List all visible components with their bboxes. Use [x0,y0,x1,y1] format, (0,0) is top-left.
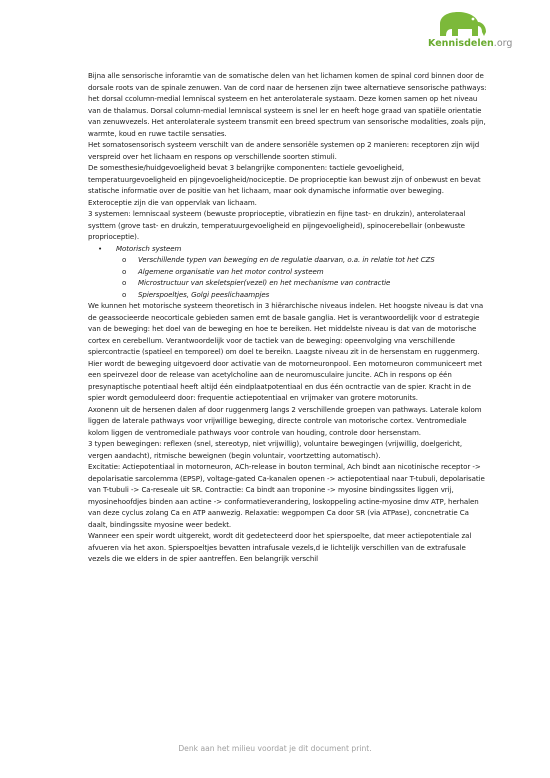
sub-bullet: o Spierspoeltjes, Golgi peeslichaampjes [122,289,488,301]
paragraph: Bijna alle sensorische inforamtie van de somatische delen van het lichamen komen de spinal cord binnen door de dorsale roots van de spinale zenuwen. Van de cord naar de hersenen zijn twee alternatieve sensorische pathways: het dorsal ccolumn-medial lemniscal systeem en het anterolaterale systaam. Deze komen samen op het niveau van de thalamus. Dorsal column-medial lemniscal systeem is snel ler en heeft hoge graad van spatiële orientatie van zenuwvezels. Het anterolaterale systeem transmit een breed spectrum van sensorische modalities, zoals pijn, warmte, koud en ruwe tactile sensaties. [88,71,487,138]
sub-bullet: o Algemene organisatie van het motor control systeem [122,266,488,278]
document-body [88,70,488,565]
paragraph: Wanneer een speir wordt uitgerekt, wordt dit gedetecteerd door het spierspoelte, dat meer actiepotentiale zal afvueren via het axon. Spierspoeltjes bevatten intrafusale vezels,d ie lichtelijk verschillen van de extrafusale vezels die we elders in de spier aantreffen. Een belangrijk verschil [88,531,472,563]
paragraph: We kunnen het motorische systeem theoretisch in 3 hiërarchische niveaus indelen. Het hoogste niveau is dat vna de geassocieerde neocorticale gebieden samen emt de basale ganglia. Het is verantwoordelijk voor d estrategie van de beweging: het doel van de beweging en hoe te bereiken. Het middelste niveau is dat van de motorische cortex en cerebellum. Verantwoordelijk voor de tactiek van de beweging: opeenvolging vna verschillende spiercontractie (spatieel en temporeel) om doel te bereikn. Laagste niveau zit in de hersenstam en ruggenmerg. Hier wordt de beweging uitgevoerd door activatie van de motorneuronpool. Een motorneuron communiceert met een speirvezel door de release van acetylcholine aan de neuromusculaire juncite. ACh in respons op één presynaptische potentiaal heeft altijd één eindplaatpotentiaal en dus één ocntractie van de spier. Kracht in de spier wordt gemoduleerd door: frequentie actiepotentiaal en vrijmaker van grotere motorunits. [88,301,484,402]
paragraph: Het somatosensorisch systeem verschilt van de andere sensoriële systemen op 2 manieren: receptoren zijn wijd verspreid over het lichaam en respons op verschillende soorten stimuli. [88,140,480,161]
elephant-icon [432,10,492,40]
paragraph: De somesthesie/huidgevoeligheid bevat 3 belangrijke componenten: tactiele gevoeligheid, temperatuurgevoeligheid en pijngevoeligheid/nociceptie. De proprioceptie kan bewust zijn of onbewust en bevat statische informatie over de positie van het lichaam, maar ook dynamische informatie over beweging. Exteroceptie zijn die van oppervlak van lichaam. [88,163,481,207]
kennisdelen-logo[interactable] [414,10,534,54]
sub-bullet: o Microstructuur van skeletspier(vezel) en het mechanisme van contractie [122,277,488,289]
paragraph: Axonenn uit de hersenen dalen af door ruggenmerg langs 2 verschillende groepen van pathways. Laterale kolom liggen de laterale pathways voor vrijwillige beweging, directe controle van motorische cortex. Ventromediale kolom liggen de ventromediale pathways voor controle van houding, controle door hersenstam. [88,404,482,437]
bullet-motorisch-systeem: • Motorisch systeem [98,243,488,255]
sub-bullet: o Verschillende typen van beweging en de regulatie daarvan, o.a. in relatie tot het CZS [122,254,488,266]
paragraph: 3 systemen: lemniscaal systeem (bewuste proprioceptie, vibratiezin en fijne tast- en drukzin), anterolateraal systtem (grove tast- en drukzin, temperatuurgevoeligheid en pijngevoeligheid), spinocerebellair (onbewuste proprioceptie). [88,209,466,241]
paragraph: 3 typen bewegingen: reflexen (snel, stereotyp, niet vrijwillig), voluntaire bewegingen (vrijwillig, doelgericht, vergen aandacht), ritmische beweignen (begin voluntair, voortzetting automatisch). [88,439,463,460]
paragraph: Excitatie: Actiepotentiaal in motorneuron, ACh-release in bouton terminal, Ach bindt aan nicotinische receptor -> depolarisatie sarcolemma (EPSP), voltage-gated Ca-kanalen openen -> actiepotentiaal naar T-tubuli, depolarisatie van T-tubuli -> Ca-reseale uit SR. Contractie: Ca bindt aan troponine -> myosine bindingssites liggen vrij, myosinehoofdjes binden aan actine -> conformatieverandering, loskoppeling actine-myosine dmv ATP, herhalen van deze cyclus zolang Ca en ATP aanwezig. Relaxatie: wegpompen Ca door SR (via ATPase), concnetratie Ca daalt, bindingssite myosine weer bedekt. [88,462,485,529]
logo-wordmark: Kennisdelen.org [428,38,513,49]
footer-note: Denk aan het milieu voordat je dit document print. [178,744,372,753]
